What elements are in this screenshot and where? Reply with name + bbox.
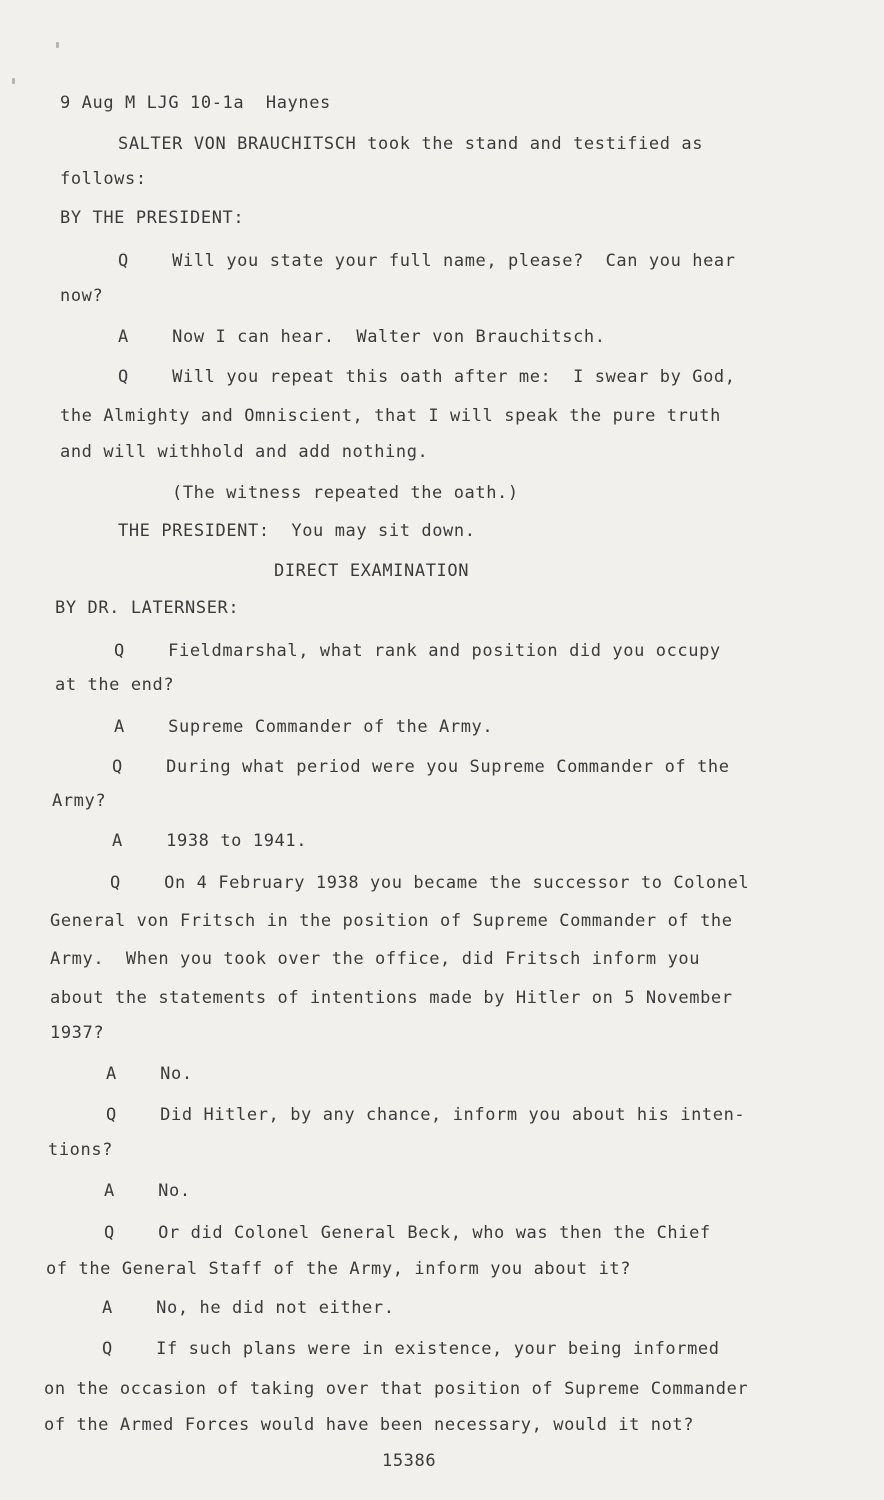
answer-line: A No. bbox=[104, 1181, 191, 1201]
text-line: Army? bbox=[52, 791, 107, 811]
question-line: Q On 4 February 1938 you became the successor to Colonel bbox=[110, 873, 750, 893]
answer-line: A Now I can hear. Walter von Brauchitsch. bbox=[118, 327, 606, 347]
question-line: Q Did Hitler, by any chance, inform you about his inten- bbox=[106, 1105, 746, 1125]
text-line: of the General Staff of the Army, inform you about it? bbox=[46, 1259, 632, 1279]
text-line: of the Armed Forces would have been necessary, would it not? bbox=[44, 1415, 695, 1435]
answer-line: A No. bbox=[106, 1064, 193, 1084]
text-line: SALTER VON BRAUCHITSCH took the stand and testified as bbox=[118, 134, 704, 154]
question-line: Q Fieldmarshal, what rank and position did you occupy bbox=[114, 641, 721, 661]
answer-line: A No, he did not either. bbox=[102, 1298, 395, 1318]
text-line: now? bbox=[60, 286, 104, 306]
stage-direction: (The witness repeated the oath.) bbox=[172, 483, 519, 503]
text-line: the Almighty and Omniscient, that I will speak the pure truth bbox=[60, 406, 721, 426]
question-line: Q If such plans were in existence, your being informed bbox=[102, 1339, 720, 1359]
speaker-heading: BY DR. LATERNSER: bbox=[55, 598, 240, 618]
section-heading: DIRECT EXAMINATION bbox=[274, 561, 470, 581]
text-line: at the end? bbox=[55, 675, 175, 695]
question-line: Q During what period were you Supreme Commander of the bbox=[112, 757, 730, 777]
page-number: 15386 bbox=[382, 1451, 437, 1471]
question-line: Q Will you state your full name, please? Can you hear bbox=[118, 251, 736, 271]
text-line: about the statements of intentions made by Hitler on 5 November bbox=[50, 988, 733, 1008]
text-line: tions? bbox=[48, 1140, 114, 1160]
speaker-heading: BY THE PRESIDENT: bbox=[60, 208, 245, 228]
answer-line: A 1938 to 1941. bbox=[112, 831, 308, 851]
text-line: follows: bbox=[60, 169, 147, 189]
text-line: on the occasion of taking over that position of Supreme Commander bbox=[44, 1379, 749, 1399]
text-line: General von Fritsch in the position of Supreme Commander of the bbox=[50, 911, 733, 931]
paper-mark bbox=[56, 42, 59, 48]
question-line: Q Or did Colonel General Beck, who was then the Chief bbox=[104, 1223, 711, 1243]
question-line: Q Will you repeat this oath after me: I swear by God, bbox=[118, 367, 736, 387]
answer-line: A Supreme Commander of the Army. bbox=[114, 717, 494, 737]
text-line: THE PRESIDENT: You may sit down. bbox=[118, 521, 476, 541]
document-header: 9 Aug M LJG 10-1a Haynes bbox=[60, 93, 331, 113]
text-line: Army. When you took over the office, did Fritsch inform you bbox=[50, 949, 701, 969]
paper-mark bbox=[12, 78, 15, 84]
text-line: 1937? bbox=[50, 1023, 105, 1043]
text-line: and will withhold and add nothing. bbox=[60, 442, 429, 462]
